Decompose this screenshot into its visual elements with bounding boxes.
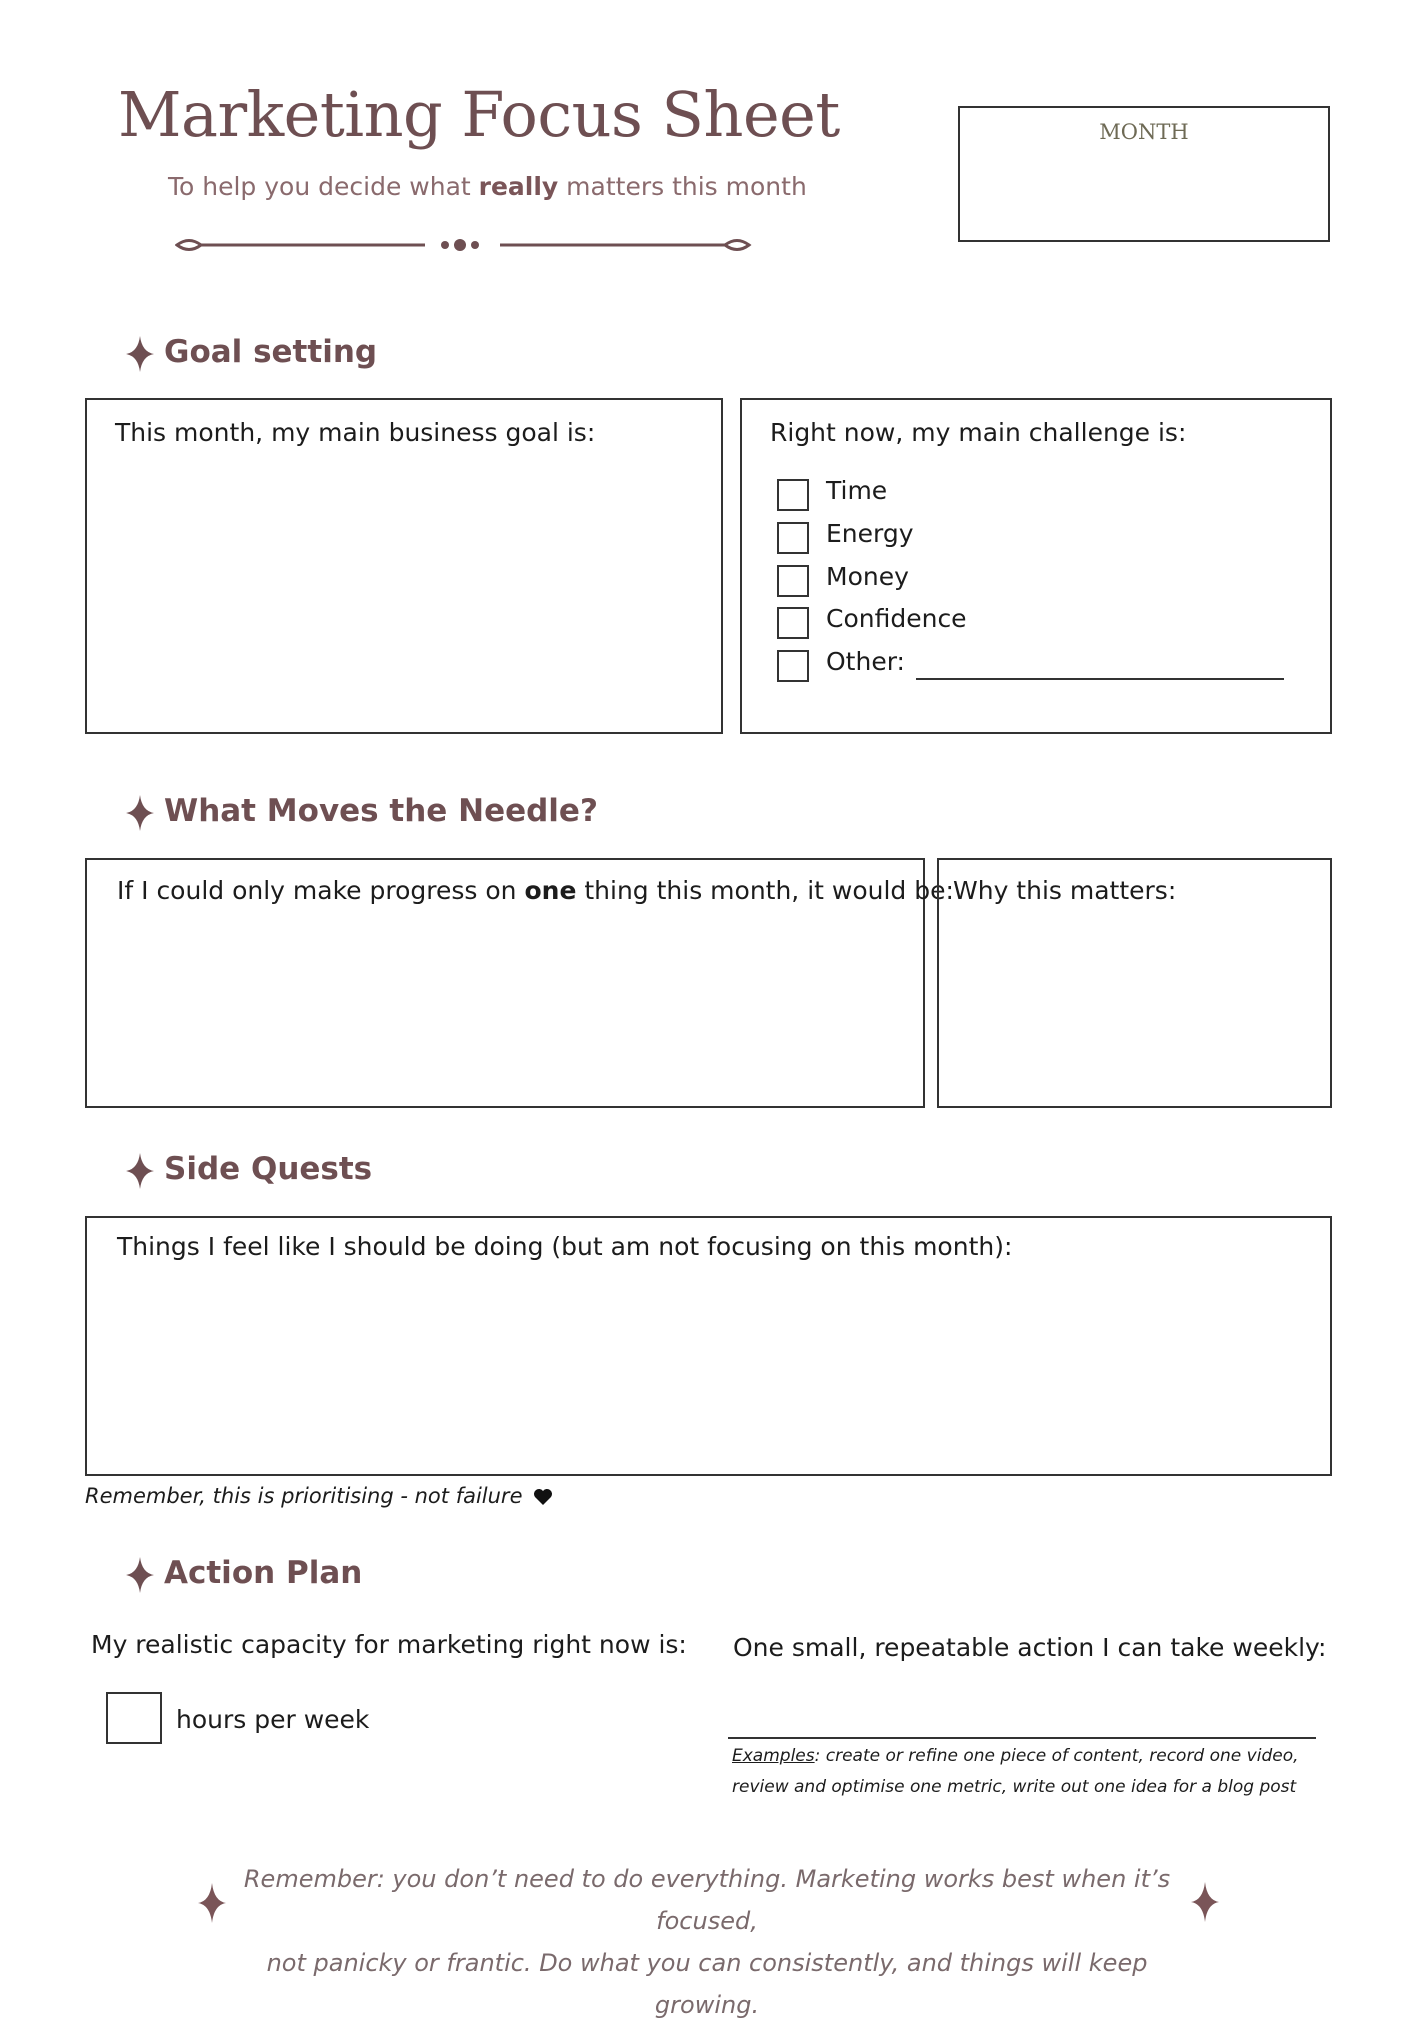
heart-icon (533, 1488, 553, 1506)
hours-label: hours per week (176, 1705, 370, 1734)
sparkle-icon (126, 795, 154, 831)
checkbox-confidence[interactable] (777, 607, 809, 639)
side-quests-prompt: Things I feel like I should be doing (but am not focusing on this month): (117, 1232, 1013, 1261)
page-subtitle: To help you decide what really matters this month (168, 172, 807, 201)
weekly-action-prompt: One small, repeatable action I can take weekly: (733, 1633, 1327, 1662)
month-label: MONTH (1099, 120, 1189, 144)
option-energy-label: Energy (826, 519, 914, 548)
capacity-prompt: My realistic capacity for marketing right now is: (91, 1630, 687, 1659)
option-other-label: Other: (826, 647, 905, 676)
challenge-prompt: Right now, my main challenge is: (770, 418, 1187, 447)
examples-text: Examples: create or refine one piece of content, record one video, review and optimise one metric, write out one idea for a blog post (732, 1746, 1299, 1797)
sparkle-left-icon (198, 1883, 226, 1923)
other-input-line[interactable] (916, 678, 1284, 680)
option-time-label: Time (826, 476, 888, 505)
one-thing-prompt: If I could only make progress on one thing this month, it would be: (117, 876, 954, 905)
hours-input-box[interactable] (106, 1692, 162, 1744)
needle-heading: What Moves the Needle? (126, 793, 598, 831)
goal-setting-heading: Goal setting (126, 334, 377, 372)
sparkle-icon (126, 1153, 154, 1189)
action-plan-heading: Action Plan (126, 1555, 362, 1593)
month-input-box[interactable] (958, 106, 1330, 242)
option-confidence-label: Confidence (826, 604, 967, 633)
sparkle-right-icon (1191, 1882, 1219, 1922)
page-title: Marketing Focus Sheet (118, 78, 840, 151)
weekly-action-input-line[interactable] (728, 1737, 1316, 1739)
closing-message: Remember: you don’t need to do everything. Marketing works best when it’s focused, not panicky or frantic. Do what you can consistently, and things will keep growing. (243, 1865, 1171, 2019)
why-prompt: Why this matters: (953, 876, 1177, 905)
why-box[interactable] (937, 858, 1332, 1108)
goal-box[interactable] (85, 398, 723, 734)
side-quests-heading: Side Quests (126, 1151, 372, 1189)
side-quests-reminder: Remember, this is prioritising - not failure (85, 1484, 553, 1508)
sparkle-icon (126, 336, 154, 372)
option-money-label: Money (826, 562, 909, 591)
sparkle-icon (126, 1557, 154, 1593)
one-thing-box[interactable] (85, 858, 954, 1108)
checkbox-money[interactable] (777, 565, 809, 597)
checkbox-energy[interactable] (777, 522, 809, 554)
ornament-divider-icon (175, 230, 755, 260)
side-quests-box[interactable] (85, 1216, 1332, 1476)
goal-prompt: This month, my main business goal is: (115, 418, 596, 447)
checkbox-other[interactable] (777, 650, 809, 682)
checkbox-time[interactable] (777, 479, 809, 511)
